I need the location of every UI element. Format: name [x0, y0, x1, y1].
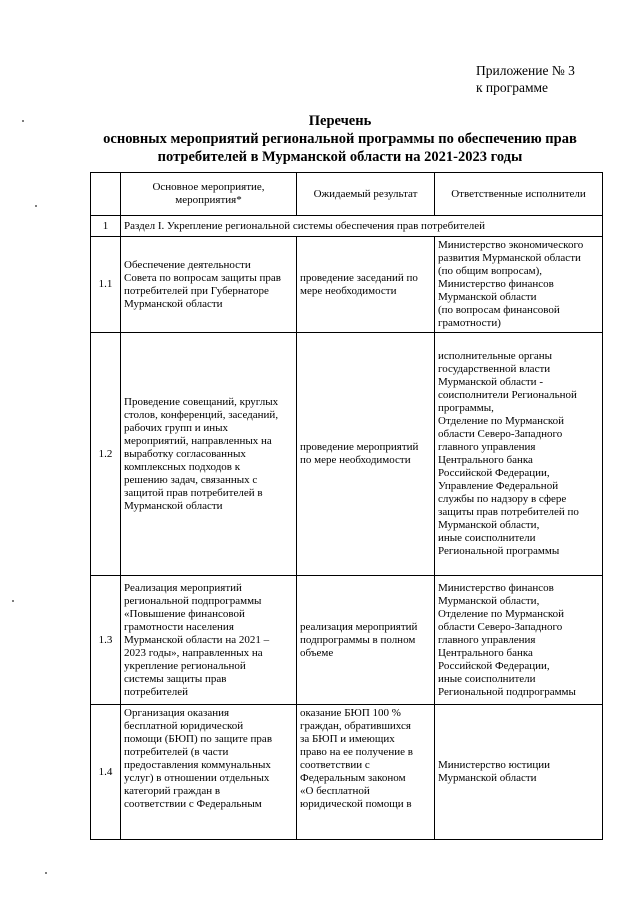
- appendix-header: [476, 62, 575, 96]
- scan-speck: [35, 205, 37, 207]
- section-title: Раздел I. Укрепление региональной системы обеспечения прав потребителей: [121, 216, 603, 237]
- table-row: [91, 333, 603, 576]
- section-row: [91, 216, 603, 237]
- row-activity: Проведение совещаний, круглых столов, конференций, заседаний, рабочих групп и иных мероприятий, направленных на выработку согласованных комплексных подходов к решению задач, связанных с защитой прав потребителей в Мурманской области: [121, 333, 297, 576]
- activities-table: [90, 172, 603, 840]
- row-executors: Министерство юстиции Мурманской области: [435, 705, 603, 840]
- row-executors: Министерство экономического развития Мурманской области (по общим вопросам), Министерство финансов Мурманской области (по вопросам финансовой грамотности): [435, 237, 603, 333]
- row-num: 1.4: [91, 705, 121, 840]
- row-num: 1.3: [91, 576, 121, 705]
- table-row: [91, 705, 603, 840]
- document-title: [60, 112, 620, 166]
- row-result: реализация мероприятий подпрограммы в полном объеме: [297, 576, 435, 705]
- row-activity: Обеспечение деятельности Совета по вопросам защиты прав потребителей при Губернаторе Мурманской области: [121, 237, 297, 333]
- row-result: оказание БЮП 100 % граждан, обратившихся за БЮП и имеющих право на ее получение в соответствии с Федеральным законом «О бесплатной юридической помощи в: [297, 705, 435, 840]
- row-num: 1.2: [91, 333, 121, 576]
- appendix-subtitle: к программе: [476, 80, 549, 95]
- row-activity: Организация оказания бесплатной юридической помощи (БЮП) по защите прав потребителей (в части предоставления коммунальных услуг) в отношении отдельных категорий граждан в соответствии с Федеральным: [121, 705, 297, 840]
- scan-speck: [12, 600, 14, 602]
- header-result: Ожидаемый результат: [297, 173, 435, 216]
- table-row: [91, 237, 603, 333]
- appendix-number: Приложение № 3: [476, 63, 575, 78]
- header-executors: Ответственные исполнители: [435, 173, 603, 216]
- scan-speck: [45, 872, 47, 874]
- row-num: 1.1: [91, 237, 121, 333]
- scan-speck: [22, 120, 24, 122]
- title-line-1: Перечень: [308, 113, 372, 129]
- row-executors: Министерство финансов Мурманской области, Отделение по Мурманской области Северо-Западного главного управления Центрального банка Российской Федерации, иные соисполнители Региональной подпрограммы: [435, 576, 603, 705]
- row-result: проведение заседаний по мере необходимости: [297, 237, 435, 333]
- header-num: [91, 173, 121, 216]
- row-activity: Реализация мероприятий региональной подпрограммы «Повышение финансовой грамотности населения Мурманской области на 2021 – 2023 годы», направленных на укрепление региональной системы защиты прав потребителей: [121, 576, 297, 705]
- title-line-3: потребителей в Мурманской области на 2021-2023 годы: [157, 149, 523, 165]
- table-row: [91, 576, 603, 705]
- header-activity: Основное мероприятие, мероприятия*: [121, 173, 297, 216]
- row-executors: исполнительные органы государственной власти Мурманской области - соисполнители Региональной программы, Отделение по Мурманской области Северо-Западного главного управления Центрального банка Российской Федерации, Управление Федеральной службы по надзору в сфере защиты прав потребителей по Мурманской области, иные соисполнители Региональной программы: [435, 333, 603, 576]
- row-result: проведение мероприятий по мере необходимости: [297, 333, 435, 576]
- title-line-2: основных мероприятий региональной программы по обеспечению прав: [103, 131, 577, 147]
- section-num: 1: [91, 216, 121, 237]
- table-header-row: [91, 173, 603, 216]
